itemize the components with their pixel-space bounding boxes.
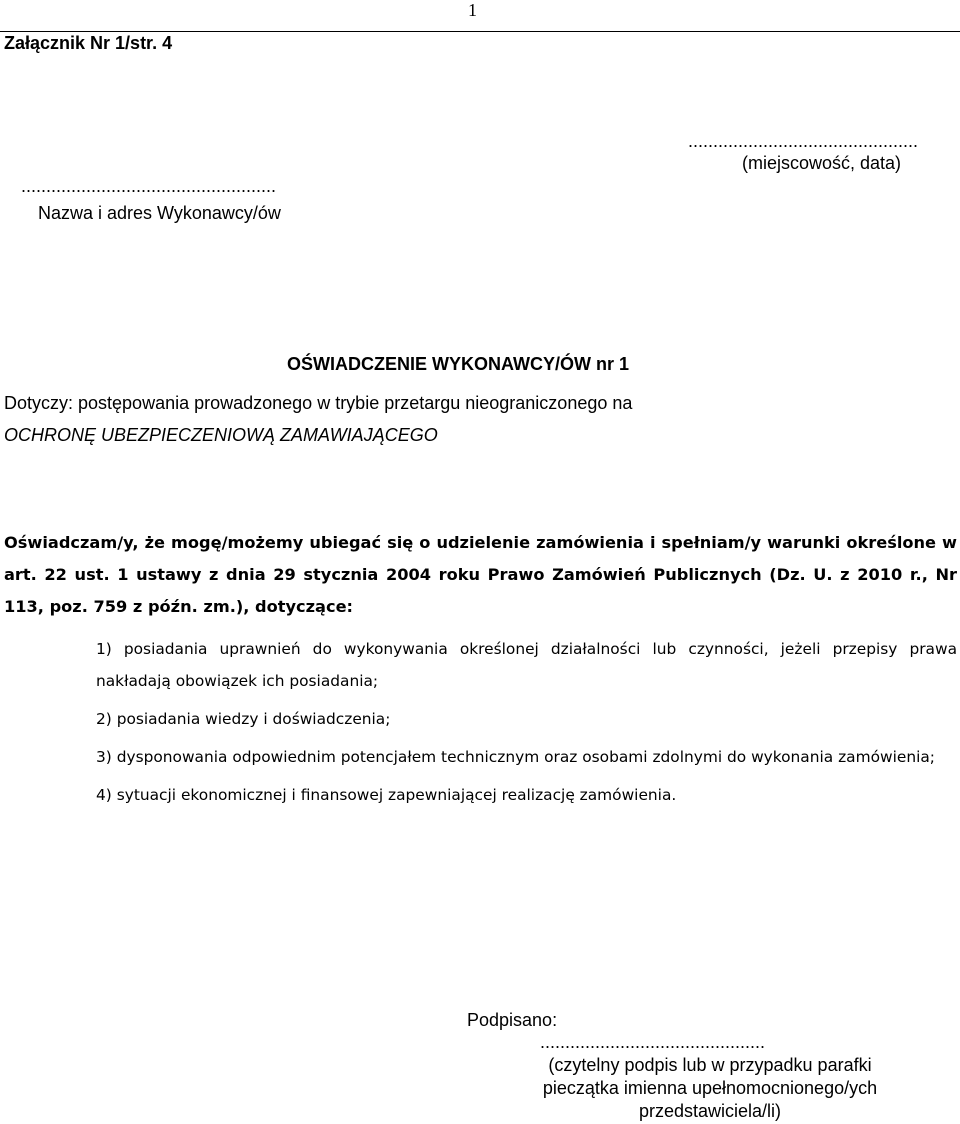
contractor-label: Nazwa i adres Wykonawcy/ów bbox=[38, 203, 281, 223]
annex-header: Załącznik Nr 1/str. 4 bbox=[4, 33, 173, 53]
contractor-field: ................................................... bbox=[21, 176, 277, 196]
header-rule bbox=[0, 31, 960, 32]
page-number: 1 bbox=[468, 0, 477, 20]
signed-label: Podpisano: bbox=[467, 1010, 558, 1030]
conditions-list bbox=[96, 633, 957, 817]
condition-item: 2) posiadania wiedzy i doświadczenia; bbox=[96, 710, 391, 728]
signature-note bbox=[480, 1054, 940, 1123]
condition-item: 1) posiadania uprawnień do wykonywania określonej działalności lub czynności, jeżeli przepisy prawa nakładają obowiązek ich posiadania; bbox=[96, 640, 957, 690]
condition-item: 3) dysponowania odpowiednim potencjałem technicznym oraz osobami zdolnymi do wykonania zamówienia; bbox=[96, 748, 935, 766]
signature-note-line: pieczątka imienna upełnomocnionego/ych bbox=[542, 1078, 878, 1098]
signature-note-line: przedstawiciela/li) bbox=[638, 1101, 782, 1121]
place-date-label: (miejscowość, data) bbox=[742, 153, 902, 173]
condition-item: 4) sytuacji ekonomicznej i finansowej zapewniającej realizację zamówienia. bbox=[96, 786, 677, 804]
place-date-field: .............................................. bbox=[688, 131, 919, 151]
statement-title: OŚWIADCZENIE WYKONAWCY/ÓW nr 1 bbox=[287, 354, 629, 374]
statement-subject: Dotyczy: postępowania prowadzonego w trybie przetargu nieograniczonego na bbox=[4, 393, 633, 413]
statement-subject-title: OCHRONĘ UBEZPIECZENIOWĄ ZAMAWIAJĄCEGO bbox=[4, 425, 438, 445]
declaration-paragraph: Oświadczam/y, że mogę/możemy ubiegać się o udzielenie zamówienia i spełniam/y warunki określone w art. 22 ust. 1 ustawy z dnia 29 stycznia 2004 roku Prawo Zamówień Publicznych (Dz. U. z 2010 r., Nr 113, poz. 759 z późn. zm.), dotyczące: bbox=[4, 533, 957, 616]
signature-field: ............................................. bbox=[540, 1032, 766, 1052]
signature-note-line: (czytelny podpis lub w przypadku parafki bbox=[548, 1055, 872, 1075]
